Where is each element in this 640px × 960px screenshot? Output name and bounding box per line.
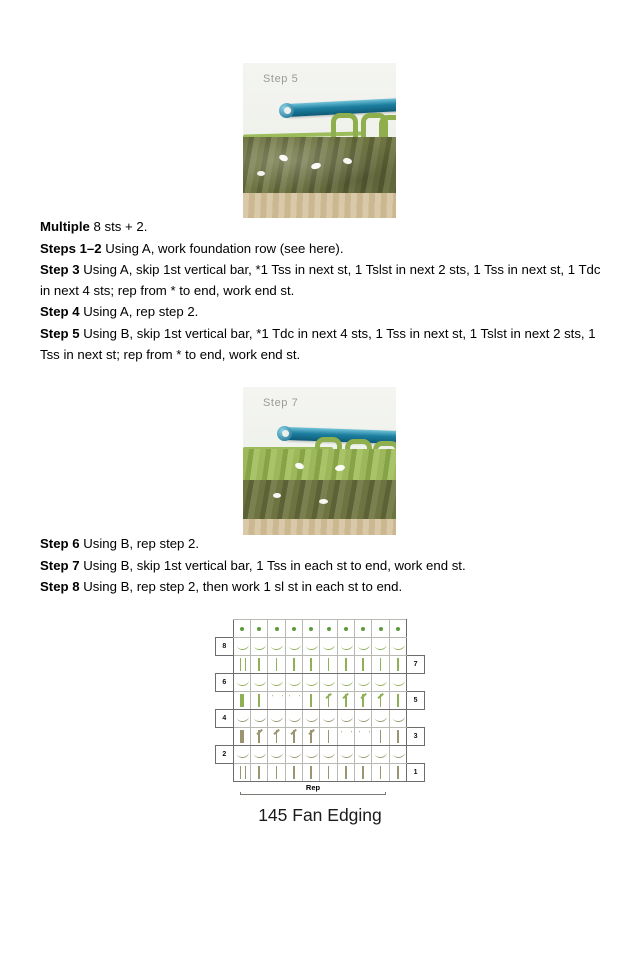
row-gutter-left — [216, 764, 234, 782]
chart-cell-row-6-col5 — [303, 674, 320, 692]
stitch-symbol-bar-icon — [355, 764, 371, 781]
chart-cell-sl-st-row-col8 — [355, 620, 372, 638]
stitch-symbol-bar-icon — [268, 656, 284, 673]
instruction-lead: Step 7 — [40, 557, 80, 573]
chart-cell-row-4-col6 — [320, 710, 337, 728]
stitch-symbol-bar-icon — [338, 764, 354, 781]
photo-step-7-label: Step 7 — [263, 397, 299, 409]
stitch-symbol-wave-icon — [390, 710, 406, 727]
stitch-symbol-bar-icon — [390, 692, 406, 709]
row-gutter-left — [216, 728, 234, 746]
stitch-symbol-wave-icon — [268, 746, 284, 763]
chart-cell-row-3-col1 — [233, 728, 250, 746]
chart-cell-sl-st-row-col2 — [251, 620, 268, 638]
chart-cell-row-6-col4 — [285, 674, 302, 692]
chart-cell-row-1-col7 — [337, 764, 354, 782]
stitch-symbol-dot-icon — [303, 620, 319, 637]
chart-cell-row-7-col7 — [337, 656, 354, 674]
stitch-symbol-wave-icon — [286, 674, 302, 691]
chart-cell-row-1-col4 — [285, 764, 302, 782]
fabric-green — [243, 449, 396, 484]
chart-title: 145 Fan Edging — [258, 805, 382, 825]
chart-cell-row-6-col8 — [355, 674, 372, 692]
instruction-lead: Step 6 — [40, 536, 80, 551]
stitch-symbol-bar-icon — [251, 656, 267, 673]
stitch-symbol-wave-icon — [268, 710, 284, 727]
stitch-symbol-wave-icon — [320, 638, 336, 655]
chart-cell-row-4-col10 — [389, 710, 406, 728]
chart-cell-row-4-col8 — [355, 710, 372, 728]
chart-cell-row-2-col2 — [251, 746, 268, 764]
chart-cell-sl-st-row-col10 — [389, 620, 406, 638]
chart-cell-sl-st-row-col7 — [337, 620, 354, 638]
instruction-text: Using B, skip 1st vertical bar, 1 Tss in each st to end, work end st. — [79, 557, 466, 573]
instructions-top — [40, 217, 602, 366]
chart-cell-row-4-col2 — [251, 710, 268, 728]
stitch-symbol-wave-icon — [234, 710, 250, 727]
stitch-symbol-fork-icon — [355, 692, 371, 709]
instruction-text: Using B, rep step 2, then work 1 sl st in each st to end. — [79, 579, 403, 595]
stitch-symbol-bar-icon — [320, 764, 336, 781]
stitch-symbol-wave-icon — [338, 674, 354, 691]
instruction-step-7 — [40, 556, 602, 577]
chart-cell-row-5-col2 — [251, 692, 268, 710]
instruction-lead: Multiple — [40, 219, 90, 234]
stitch-symbol-wave-icon — [338, 746, 354, 763]
stitch-symbol-wave-icon — [303, 674, 319, 691]
chart-cell-row-8-col10 — [389, 638, 406, 656]
stitch-symbol-dot-icon — [355, 620, 371, 637]
stitch-symbol-wave-icon — [355, 710, 371, 727]
chart-cell-row-3-col9 — [372, 728, 389, 746]
stitch-symbol-wave-icon — [303, 710, 319, 727]
stitch-symbol-bar2-icon — [234, 656, 250, 673]
chart-cell-row-3-col4 — [285, 728, 302, 746]
stitch-symbol-bar-icon — [338, 656, 354, 673]
instruction-step-5 — [40, 324, 602, 365]
stitch-symbol-wave-icon — [355, 674, 371, 691]
row-gutter-left — [216, 620, 234, 638]
stitch-symbol-wave-icon — [234, 674, 250, 691]
stitch-symbol-wave-icon — [286, 746, 302, 763]
stitch-symbol-bar-icon — [390, 764, 406, 781]
instruction-text: Using B, rep step 2. — [79, 536, 200, 551]
stitch-symbol-thick-icon — [234, 692, 250, 709]
chart-cell-row-2-col7 — [337, 746, 354, 764]
stitch-symbol-bar-icon — [320, 656, 336, 673]
fabric-cream-base — [243, 519, 396, 535]
chart-cell-row-1-col1 — [233, 764, 250, 782]
instruction-text: Using A, work foundation row (see here). — [101, 240, 344, 256]
chart-cell-sl-st-row-col1 — [233, 620, 250, 638]
stitch-symbol-wave-icon — [268, 674, 284, 691]
chart-cell-row-5-col10 — [389, 692, 406, 710]
stitch-symbol-fork-icon — [338, 692, 354, 709]
chart-cell-row-7-col1 — [233, 656, 250, 674]
row-number-left-6: 6 — [216, 674, 234, 692]
stitch-symbol-bar-icon — [390, 656, 406, 673]
stitch-symbol-wave-icon — [303, 746, 319, 763]
instruction-step-4 — [40, 302, 602, 323]
stitch-symbol-bar-icon — [355, 656, 371, 673]
stitch-symbol-wave-icon — [251, 638, 267, 655]
chart-cell-row-5-col8 — [355, 692, 372, 710]
stitch-symbol-wave-icon — [338, 710, 354, 727]
chart-cell-row-5-col1 — [233, 692, 250, 710]
row-gutter-left — [216, 692, 234, 710]
stitch-symbol-dot-icon — [320, 620, 336, 637]
chart-cell-row-8-col5 — [303, 638, 320, 656]
chart-cell-sl-st-row-col5 — [303, 620, 320, 638]
chart-cell-row-8-col2 — [251, 638, 268, 656]
stitch-symbol-dot-icon — [268, 620, 284, 637]
chart-cell-row-5-col4 — [285, 692, 302, 710]
chart-cell-row-6-col7 — [337, 674, 354, 692]
stitch-symbol-bar-icon — [303, 692, 319, 709]
instruction-text: Using B, skip 1st vertical bar, *1 Tdc in next 4 sts, 1 Tss in next st, 1 Tslst in next 2 sts, 1 Tss in next st; rep from * to end, work end st. — [40, 325, 596, 362]
instruction-lead: Step 5 — [40, 325, 80, 341]
chart-row-row-8 — [216, 638, 425, 656]
row-gutter-right — [407, 746, 425, 764]
chart-cell-row-8-col9 — [372, 638, 389, 656]
chart-cell-row-7-col4 — [285, 656, 302, 674]
chart-row-row-7 — [216, 656, 425, 674]
stitch-symbol-wave-icon — [320, 710, 336, 727]
chart-cell-row-8-col6 — [320, 638, 337, 656]
stitch-symbol-fork-icon — [251, 728, 267, 745]
stitch-symbol-wave-icon — [372, 638, 388, 655]
rep-label-text: Rep — [302, 783, 324, 792]
chart-cell-row-4-col1 — [233, 710, 250, 728]
row-number-right-5: 5 — [407, 692, 425, 710]
stitch-chart-grid — [215, 619, 425, 782]
stitch-symbol-bar-icon — [390, 728, 406, 745]
chart-cell-sl-st-row-col6 — [320, 620, 337, 638]
chart-cell-row-7-col3 — [268, 656, 285, 674]
fabric-hole — [273, 493, 281, 498]
stitch-symbol-vee-icon — [268, 692, 284, 709]
stitch-symbol-dot-icon — [390, 620, 406, 637]
row-gutter-right — [407, 674, 425, 692]
chart-cell-row-8-col8 — [355, 638, 372, 656]
stitch-symbol-dot-icon — [338, 620, 354, 637]
stitch-symbol-wave-icon — [251, 746, 267, 763]
chart-cell-row-1-col2 — [251, 764, 268, 782]
stitch-symbol-bar-icon — [268, 764, 284, 781]
row-number-left-2: 2 — [216, 746, 234, 764]
instruction-lead: Step 4 — [40, 304, 80, 320]
chart-cell-row-8-col4 — [285, 638, 302, 656]
chart-cell-row-2-col5 — [303, 746, 320, 764]
rep-label — [240, 783, 386, 792]
stitch-symbol-fork-icon — [286, 728, 302, 745]
stitch-symbol-vee-icon — [338, 728, 354, 745]
stitch-symbol-wave-icon — [234, 638, 250, 655]
row-gutter-right — [407, 620, 425, 638]
chart-cell-row-3-col7 — [337, 728, 354, 746]
stitch-symbol-bar-icon — [320, 728, 336, 745]
stitch-symbol-wave-icon — [251, 710, 267, 727]
stitch-symbol-bar2-icon — [234, 764, 250, 781]
instruction-steps-1-2 — [40, 239, 602, 260]
instructions-bottom — [40, 534, 602, 599]
row-gutter-left — [216, 656, 234, 674]
chart-cell-row-1-col6 — [320, 764, 337, 782]
stitch-symbol-bar-icon — [251, 692, 267, 709]
stitch-symbol-wave-icon — [372, 674, 388, 691]
chart-cell-row-7-col8 — [355, 656, 372, 674]
stitch-symbol-fork-icon — [303, 728, 319, 745]
photo-step-5-label: Step 5 — [263, 73, 299, 85]
stitch-symbol-wave-icon — [390, 638, 406, 655]
stitch-symbol-bar-icon — [303, 764, 319, 781]
chart-cell-row-4-col3 — [268, 710, 285, 728]
chart-row-row-5 — [216, 692, 425, 710]
instruction-step-6 — [40, 534, 602, 555]
fabric-hole — [257, 171, 265, 176]
chart-cell-row-5-col5 — [303, 692, 320, 710]
stitch-symbol-wave-icon — [390, 746, 406, 763]
fabric-hole — [319, 499, 328, 504]
stitch-symbol-wave-icon — [390, 674, 406, 691]
stitch-symbol-dot-icon — [251, 620, 267, 637]
chart-cell-row-4-col4 — [285, 710, 302, 728]
stitch-symbol-wave-icon — [320, 746, 336, 763]
chart-cell-row-4-col9 — [372, 710, 389, 728]
stitch-symbol-fork-icon — [320, 692, 336, 709]
chart-cell-row-7-col5 — [303, 656, 320, 674]
fabric-cream-base — [243, 193, 396, 218]
stitch-symbol-wave-icon — [372, 710, 388, 727]
stitch-symbol-wave-icon — [355, 746, 371, 763]
instruction-lead: Step 8 — [40, 579, 80, 595]
chart-cell-row-2-col10 — [389, 746, 406, 764]
stitch-symbol-wave-icon — [251, 674, 267, 691]
chart-cell-row-4-col7 — [337, 710, 354, 728]
chart-cell-row-7-col6 — [320, 656, 337, 674]
chart-cell-row-1-col8 — [355, 764, 372, 782]
chart-cell-row-6-col6 — [320, 674, 337, 692]
chart-row-row-3 — [216, 728, 425, 746]
chart-cell-row-6-col10 — [389, 674, 406, 692]
instruction-lead: Step 3 — [40, 262, 80, 278]
chart-cell-row-2-col9 — [372, 746, 389, 764]
chart-cell-row-2-col6 — [320, 746, 337, 764]
stitch-symbol-wave-icon — [268, 638, 284, 655]
chart-cell-row-7-col2 — [251, 656, 268, 674]
photo-step-7 — [243, 387, 396, 535]
stitch-symbol-wave-icon — [234, 746, 250, 763]
stitch-symbol-bar-icon — [372, 656, 388, 673]
chart-cell-row-5-col7 — [337, 692, 354, 710]
chart-cell-row-1-col3 — [268, 764, 285, 782]
stitch-symbol-vee-icon — [355, 728, 371, 745]
row-number-right-3: 3 — [407, 728, 425, 746]
chart-cell-row-5-col3 — [268, 692, 285, 710]
stitch-symbol-wave-icon — [355, 638, 371, 655]
stitch-symbol-bar-icon — [251, 764, 267, 781]
chart-cell-row-8-col1 — [233, 638, 250, 656]
chart-cell-row-8-col3 — [268, 638, 285, 656]
stitch-symbol-bar-icon — [286, 764, 302, 781]
rep-bracket — [240, 782, 386, 795]
instruction-step-3 — [40, 260, 602, 301]
chart-cell-row-6-col3 — [268, 674, 285, 692]
row-number-left-8: 8 — [216, 638, 234, 656]
chart-cell-row-1-col5 — [303, 764, 320, 782]
chart-cell-row-5-col9 — [372, 692, 389, 710]
chart-cell-row-4-col5 — [303, 710, 320, 728]
chart-cell-sl-st-row-col9 — [372, 620, 389, 638]
stitch-symbol-bar-icon — [286, 656, 302, 673]
chart-cell-row-2-col8 — [355, 746, 372, 764]
chart-cell-row-3-col8 — [355, 728, 372, 746]
row-gutter-right — [407, 710, 425, 728]
stitch-symbol-wave-icon — [286, 638, 302, 655]
chart-cell-row-2-col4 — [285, 746, 302, 764]
stitch-symbol-bar-icon — [372, 728, 388, 745]
instruction-text: Using A, skip 1st vertical bar, *1 Tss in next st, 1 Tslst in next 2 sts, 1 Tss in next st, 1 Tdc in next 4 sts; rep from * to end, work end st. — [40, 262, 601, 298]
chart-cell-row-3-col3 — [268, 728, 285, 746]
instruction-text: 8 sts + 2. — [89, 219, 148, 234]
chart-cell-row-2-col3 — [268, 746, 285, 764]
stitch-symbol-dot-icon — [372, 620, 388, 637]
stitch-symbol-dot-icon — [286, 620, 302, 637]
chart-cell-row-1-col9 — [372, 764, 389, 782]
instruction-lead: Steps 1–2 — [40, 240, 102, 256]
chart-cell-row-3-col10 — [389, 728, 406, 746]
chart-cell-row-3-col2 — [251, 728, 268, 746]
chart-cell-sl-st-row-col3 — [268, 620, 285, 638]
row-number-left-4: 4 — [216, 710, 234, 728]
chart-cell-row-3-col5 — [303, 728, 320, 746]
chart-cell-row-7-col9 — [372, 656, 389, 674]
chart-cell-row-5-col6 — [320, 692, 337, 710]
stitch-symbol-thick-icon — [234, 728, 250, 745]
chart-row-row-2 — [216, 746, 425, 764]
row-number-right-7: 7 — [407, 656, 425, 674]
chart-cell-row-6-col2 — [251, 674, 268, 692]
stitch-symbol-wave-icon — [286, 710, 302, 727]
stitch-symbol-fork-icon — [268, 728, 284, 745]
stitch-symbol-dot-icon — [234, 620, 250, 637]
stitch-symbol-fork-icon — [372, 692, 388, 709]
stitch-symbol-bar-icon — [372, 764, 388, 781]
instruction-multiple — [40, 217, 602, 238]
stitch-symbol-bar-icon — [303, 656, 319, 673]
row-number-right-1: 1 — [407, 764, 425, 782]
chart-cell-sl-st-row-col4 — [285, 620, 302, 638]
stitch-symbol-wave-icon — [320, 674, 336, 691]
chart-row-row-6 — [216, 674, 425, 692]
stitch-chart — [215, 619, 425, 825]
instruction-text: Using A, rep step 2. — [79, 304, 199, 320]
stitch-symbol-wave-icon — [338, 638, 354, 655]
chart-row-row-1 — [216, 764, 425, 782]
stitch-symbol-wave-icon — [303, 638, 319, 655]
instruction-step-8 — [40, 577, 602, 598]
chart-row-row-4 — [216, 710, 425, 728]
chart-row-sl-st-row — [216, 620, 425, 638]
chart-cell-row-2-col1 — [233, 746, 250, 764]
row-gutter-right — [407, 638, 425, 656]
chart-cell-row-6-col9 — [372, 674, 389, 692]
chart-cell-row-7-col10 — [389, 656, 406, 674]
chart-cell-row-3-col6 — [320, 728, 337, 746]
stitch-symbol-vee-icon — [286, 692, 302, 709]
chart-cell-row-1-col10 — [389, 764, 406, 782]
chart-cell-row-6-col1 — [233, 674, 250, 692]
stitch-symbol-wave-icon — [372, 746, 388, 763]
photo-step-5 — [243, 63, 396, 218]
chart-cell-row-8-col7 — [337, 638, 354, 656]
